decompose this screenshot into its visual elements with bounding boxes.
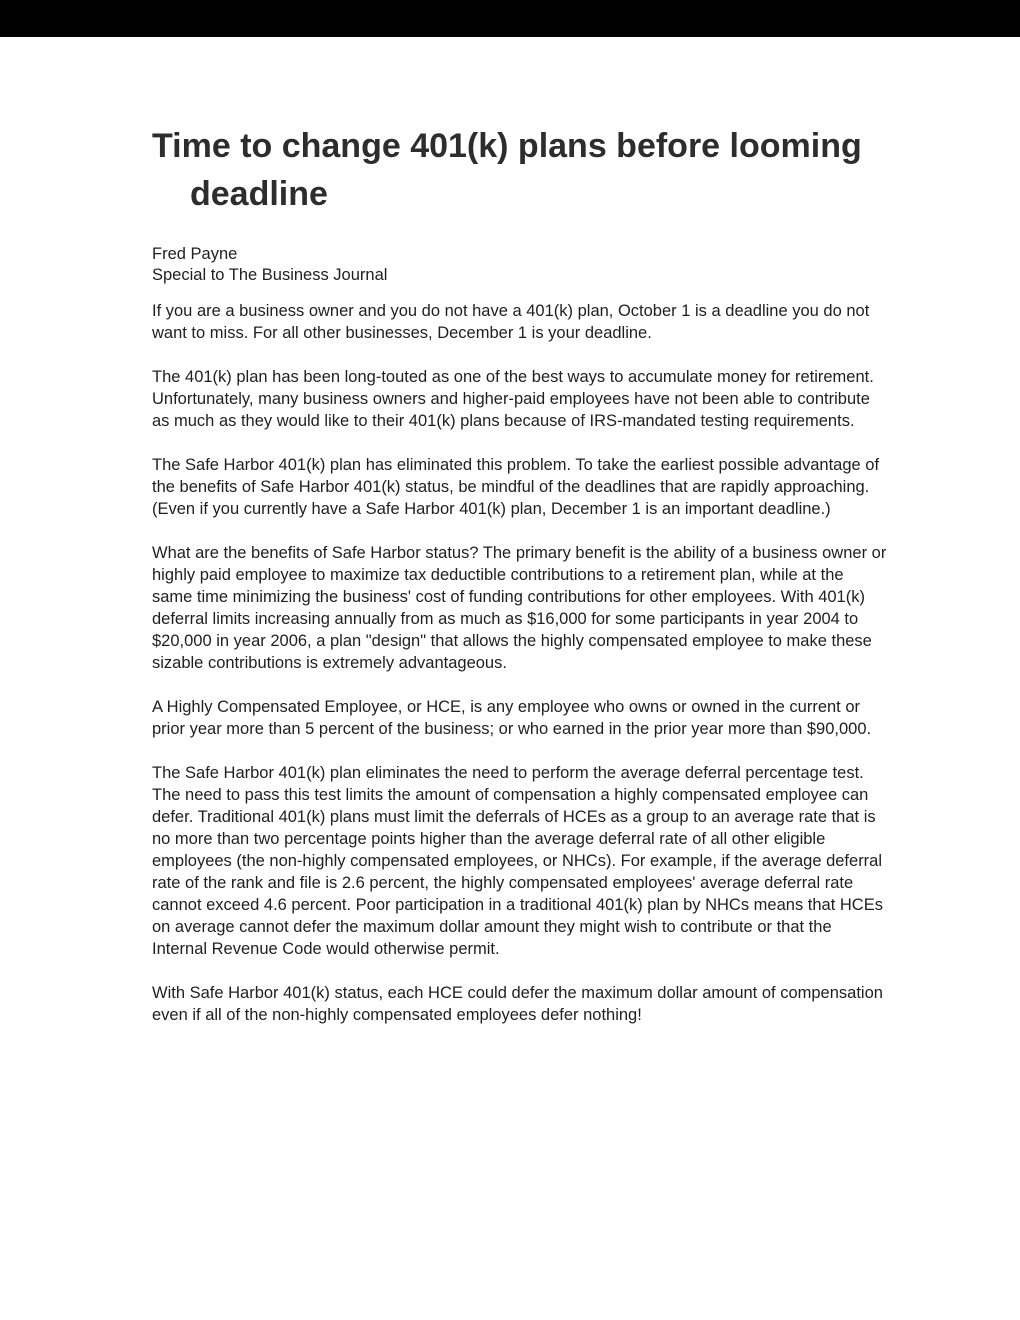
article-body bbox=[152, 300, 888, 1026]
paragraph: The Safe Harbor 401(k) plan has eliminated this problem. To take the earliest possible advantage of the benefits of Safe Harbor 401(k) status, be mindful of the deadlines that are rapidly approaching. (Even if you currently have a Safe Harbor 401(k) plan, December 1 is an important deadline.) bbox=[152, 456, 880, 518]
paragraph: The 401(k) plan has been long-touted as one of the best ways to accumulate money for retirement. Unfortunately, many business owners and higher-paid employees have not been able to contribute as much as they would like to their 401(k) plans because of IRS-mandated testing requirements. bbox=[152, 368, 874, 430]
paragraph: A Highly Compensated Employee, or HCE, is any employee who owns or owned in the current or prior year more than 5 percent of the business; or who earned in the prior year more than $90,000. bbox=[152, 698, 872, 738]
byline-author: Fred Payne bbox=[152, 245, 238, 263]
top-bar bbox=[0, 0, 1020, 37]
paragraph: If you are a business owner and you do not have a 401(k) plan, October 1 is a deadline you do not want to miss. For all other businesses, December 1 is your deadline. bbox=[152, 302, 870, 342]
paragraph: The Safe Harbor 401(k) plan eliminates the need to perform the average deferral percentage test. The need to pass this test limits the amount of compensation a highly compensated employee can defer. Traditional 401(k) plans must limit the deferrals of HCEs as a group to an average rate that is no more than two percentage points higher than the average deferral rate of all other eligible employees (the non-highly compensated employees, or NHCs). For example, if the average deferral rate of the rank and file is 2.6 percent, the highly compensated employees' average deferral rate cannot exceed 4.6 percent. Poor participation in a traditional 401(k) plan by NHCs means that HCEs on average cannot defer the maximum dollar amount they might wish to contribute or that the Internal Revenue Code would otherwise permit. bbox=[152, 764, 883, 958]
byline bbox=[152, 244, 890, 286]
paragraph: What are the benefits of Safe Harbor status? The primary benefit is the ability of a business owner or highly paid employee to maximize tax deductible contributions to a retirement plan, while at the same time minimizing the business' cost of funding contributions for other employees. With 401(k) deferral limits increasing annually from as much as $16,000 for some participants in year 2004 to $20,000 in year 2006, a plan "design" that allows the highly compensated employee to make these sizable contributions is extremely advantageous. bbox=[152, 544, 887, 672]
byline-affiliation: Special to The Business Journal bbox=[152, 266, 388, 284]
paragraph: With Safe Harbor 401(k) status, each HCE could defer the maximum dollar amount of compensation even if all of the non-highly compensated employees defer nothing! bbox=[152, 984, 883, 1024]
article-title: Time to change 401(k) plans before looming deadline bbox=[152, 127, 862, 213]
document-page bbox=[0, 122, 1020, 1026]
